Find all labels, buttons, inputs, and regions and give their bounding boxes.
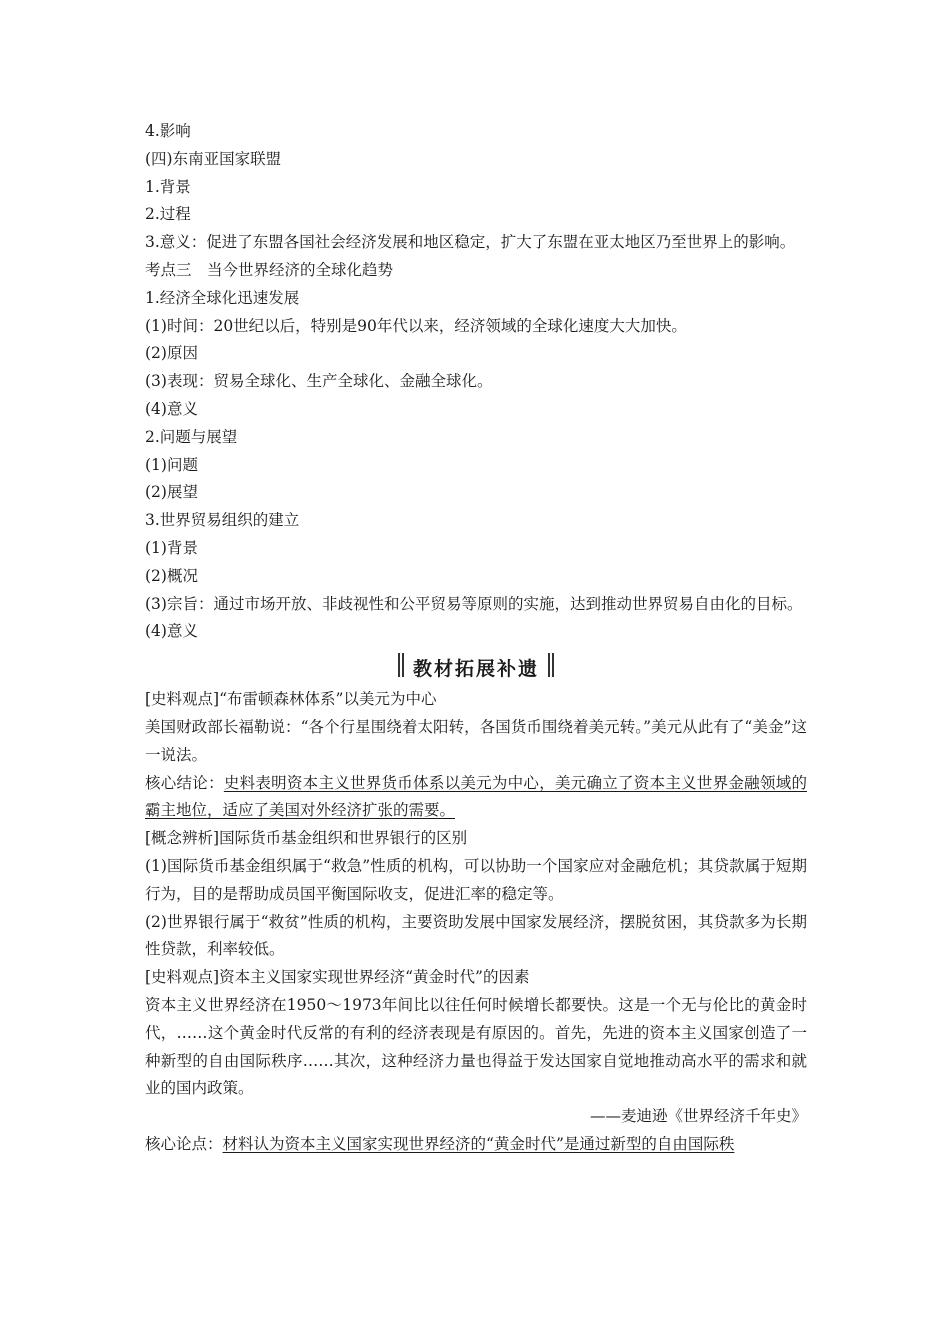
text-line: 2.过程: [145, 205, 191, 224]
paragraph: 资本主义世界经济在1950～1973年间比以往任何时候增长都要快。这是一个无与伦比的黄金时代，……这个黄金时代反常的有利的经济表现是有原因的。首先，先进的资本主义国家创造了一种新型的自由国际秩序……其次，这种经济力量也得益于发达国家自觉地推动高水平的需求和就业的国内政策。: [145, 995, 807, 1098]
core-conclusion: [145, 770, 807, 826]
paragraph: (3)宗旨：通过市场开放、非歧视性和公平贸易等原则的实施，达到推动世界贸易自由化的目标。: [145, 594, 803, 613]
document-body: [145, 118, 807, 1159]
text-line: (2)展望: [145, 483, 198, 502]
text-line: 4.影响: [145, 122, 191, 140]
text-line: (4)意义: [145, 399, 198, 418]
text-line: 1.经济全球化迅速发展: [145, 288, 300, 307]
text-line: (4)意义: [145, 622, 198, 641]
paragraph: (1)国际货币基金组织属于“救急”性质的机构，可以协助一个国家应对金融危机；其贷款属于短期行为，目的是帮助成员国平衡国际收支，促进汇率的稳定等。: [145, 856, 807, 903]
text-line: (3)表现：贸易全球化、生产全球化、金融全球化。: [145, 372, 493, 391]
section-heading: (四)东南亚国家联盟: [145, 149, 282, 168]
paragraph: 3.意义：促进了东盟各国社会经济发展和地区稳定，扩大了东盟在亚太地区乃至世界上的影响。: [145, 233, 796, 252]
paragraph: 美国财政部长福勒说：“各个行星围绕着太阳转，各国货币围绕着美元转。”美元从此有了“美金”这一说法。: [145, 717, 807, 764]
text-line: 1.背景: [145, 177, 191, 196]
paragraph: (2)世界银行属于“救贫”性质的机构，主要资助发展中国家发展经济，摆脱贫困，其贷款多为长期性贷款，利率较低。: [145, 912, 807, 959]
material-heading: [史料观点]资本主义国家实现世界经济“黄金时代”的因素: [145, 968, 530, 987]
material-heading: [概念辨析]国际货币基金组织和世界银行的区别: [145, 829, 468, 848]
text-line: (2)原因: [145, 344, 198, 363]
section-heading: 考点三 当今世界经济的全球化趋势: [145, 260, 394, 279]
banner-bar-right: [547, 653, 555, 681]
banner-title: 教材拓展补遗: [412, 657, 539, 680]
core-argument: [145, 1131, 807, 1159]
banner-bar-left: [397, 653, 405, 681]
text-line: (1)问题: [145, 455, 198, 474]
source-citation: ——麦迪逊《世界经济千年史》: [589, 1107, 807, 1126]
core-label: 核心论点：: [145, 1134, 223, 1153]
core-label: 核心结论：: [145, 773, 224, 792]
core-text: 史料表明资本主义世界货币体系以美元为中心，美元确立了资本主义世界金融领域的霸主地位，适应了美国对外经济扩张的需要。: [145, 773, 807, 820]
text-line: (1)背景: [145, 538, 198, 557]
text-line: (1)时间：20世纪以后，特别是90年代以来，经济领域的全球化速度大大加快。: [145, 316, 687, 335]
core-text: 材料认为资本主义国家实现世界经济的“黄金时代”是通过新型的自由国际秩: [222, 1134, 735, 1153]
text-line: 2.问题与展望: [145, 427, 238, 446]
text-line: (2)概况: [145, 566, 198, 585]
material-heading: [史料观点]“布雷顿森林体系”以美元为中心: [145, 690, 437, 709]
section-banner: [145, 648, 807, 686]
text-line: 3.世界贸易组织的建立: [145, 511, 300, 530]
